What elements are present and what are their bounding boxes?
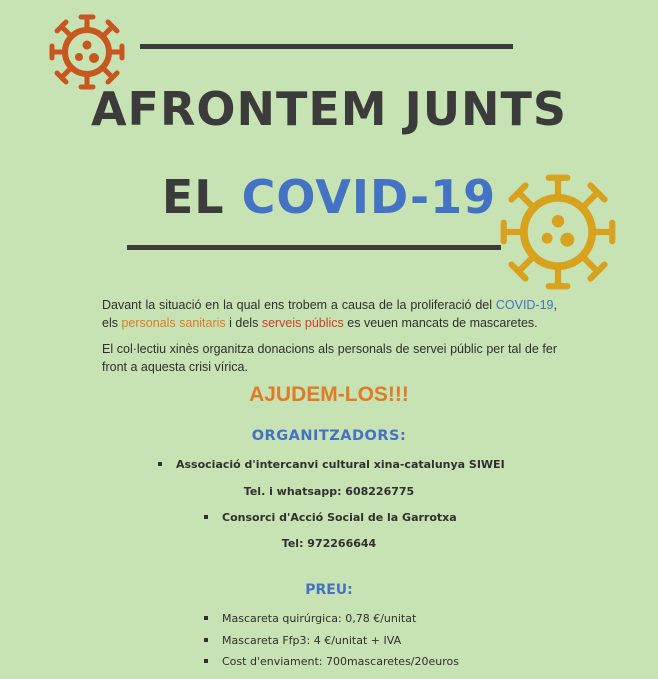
intro-covid: COVID-19 xyxy=(495,298,554,312)
organizer-phone: Tel: 972266644 xyxy=(281,537,377,550)
call-to-action: AJUDEM-LOS!!! xyxy=(249,383,409,406)
top-divider xyxy=(140,44,513,49)
organizer-name: Consorci d'Acció Social de la Garrotxa xyxy=(222,511,457,524)
organizer-item xyxy=(158,458,505,471)
intro-text: i dels xyxy=(225,316,262,330)
bullet-icon xyxy=(204,515,208,519)
bottom-divider xyxy=(127,245,501,250)
bullet-icon xyxy=(158,462,162,466)
title-el: EL xyxy=(161,170,225,224)
virus-icon xyxy=(47,12,127,92)
bullet-icon xyxy=(204,616,208,620)
price-item xyxy=(204,612,416,625)
bullet-icon xyxy=(204,638,208,642)
intro-sanitaris: personals sanitaris xyxy=(121,316,226,330)
organizer-item xyxy=(204,511,457,524)
organizer-name: Associació d'intercanvi cultural xina-catalunya SIWEI xyxy=(176,458,505,471)
virus-icon xyxy=(496,170,620,294)
price-text: Cost d'enviament: 700mascaretes/20euros xyxy=(222,655,459,668)
intro-publics: serveis públics xyxy=(261,316,344,330)
price-item xyxy=(204,634,401,647)
price-text: Mascareta Ffp3: 4 €/unitat + IVA xyxy=(222,634,402,647)
organize-paragraph: El col·lectiu xinès organitza donacions als personals de servei públic per tal de fer front a aquesta crisi vírica. xyxy=(102,342,557,374)
intro-text: Davant la situació en la qual ens trobem a causa de la proliferació del xyxy=(102,298,496,312)
intro-text: , els xyxy=(102,298,557,330)
price-item xyxy=(204,655,459,668)
intro-text: es veuen mancats de mascaretes. xyxy=(343,316,538,330)
price-text: Mascareta quirúrgica: 0,78 €/unitat xyxy=(222,612,417,625)
bullet-icon xyxy=(204,659,208,663)
price-heading: PREU: xyxy=(305,582,353,598)
intro-paragraph xyxy=(102,296,557,332)
title-line-1: AFRONTEM JUNTS xyxy=(90,82,568,136)
organizers-heading: ORGANITZADORS: xyxy=(251,428,407,444)
title-covid: COVID-19 xyxy=(241,170,497,224)
organizer-phone: Tel. i whatsapp: 608226775 xyxy=(243,485,415,498)
